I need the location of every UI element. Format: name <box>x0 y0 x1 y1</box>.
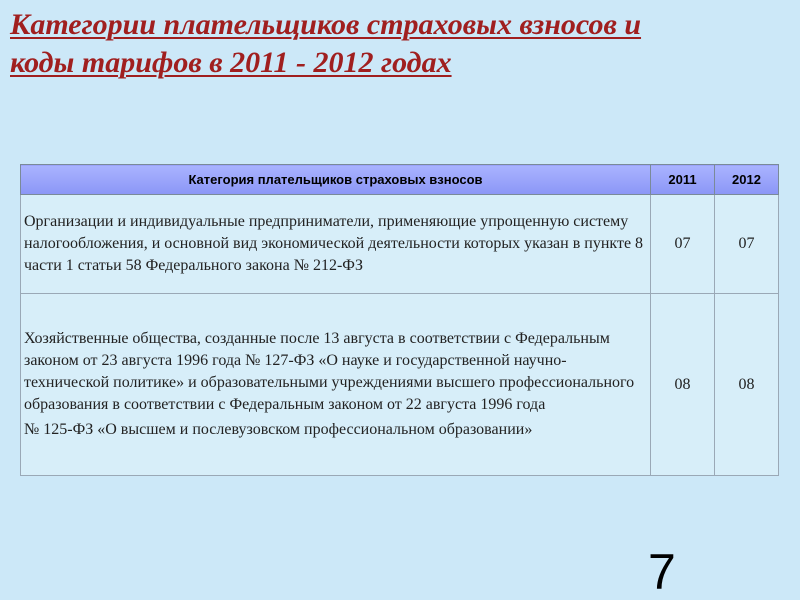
header-year-2012: 2012 <box>715 165 779 195</box>
row-description-text: № 125-ФЗ «О высшем и послевузовском профессиональном образовании» <box>24 420 533 438</box>
slide-title-line-1: Категории плательщиков страховых взносов и <box>10 8 642 41</box>
row-code-2012: 08 <box>715 294 779 476</box>
row-code-2011: 07 <box>651 195 715 294</box>
row-code-2011: 08 <box>651 294 715 476</box>
row-description-text: Хозяйственные общества, созданные после 13 августа в соответствии с Федеральным законом от 23 августа 1996 года № 127-ФЗ «О науке и государственной научно-технической политике» и образовательными учреждениями высшего профессионального образования в соответствии с Федеральным законом от 22 августа 1996 года <box>24 329 635 413</box>
tariff-codes-table <box>20 164 779 476</box>
row-description <box>21 294 651 476</box>
header-category: Категория плательщиков страховых взносов <box>21 165 651 195</box>
table-row <box>21 195 779 294</box>
table-row <box>21 294 779 476</box>
page-number: 7 <box>648 544 676 600</box>
header-year-2011: 2011 <box>651 165 715 195</box>
row-code-2012: 07 <box>715 195 779 294</box>
table-header-row <box>21 165 779 195</box>
row-description <box>21 195 651 294</box>
slide-title-line-2: коды тарифов в 2011 - 2012 годах <box>10 46 452 79</box>
row-description-text: Организации и индивидуальные предприниматели, применяющие упрощенную систему налогообложения, и основной вид экономической деятельности которых указан в пункте 8 части 1 статьи 58 Федерального закона № 212-ФЗ <box>24 212 644 274</box>
slide-title <box>10 6 790 82</box>
